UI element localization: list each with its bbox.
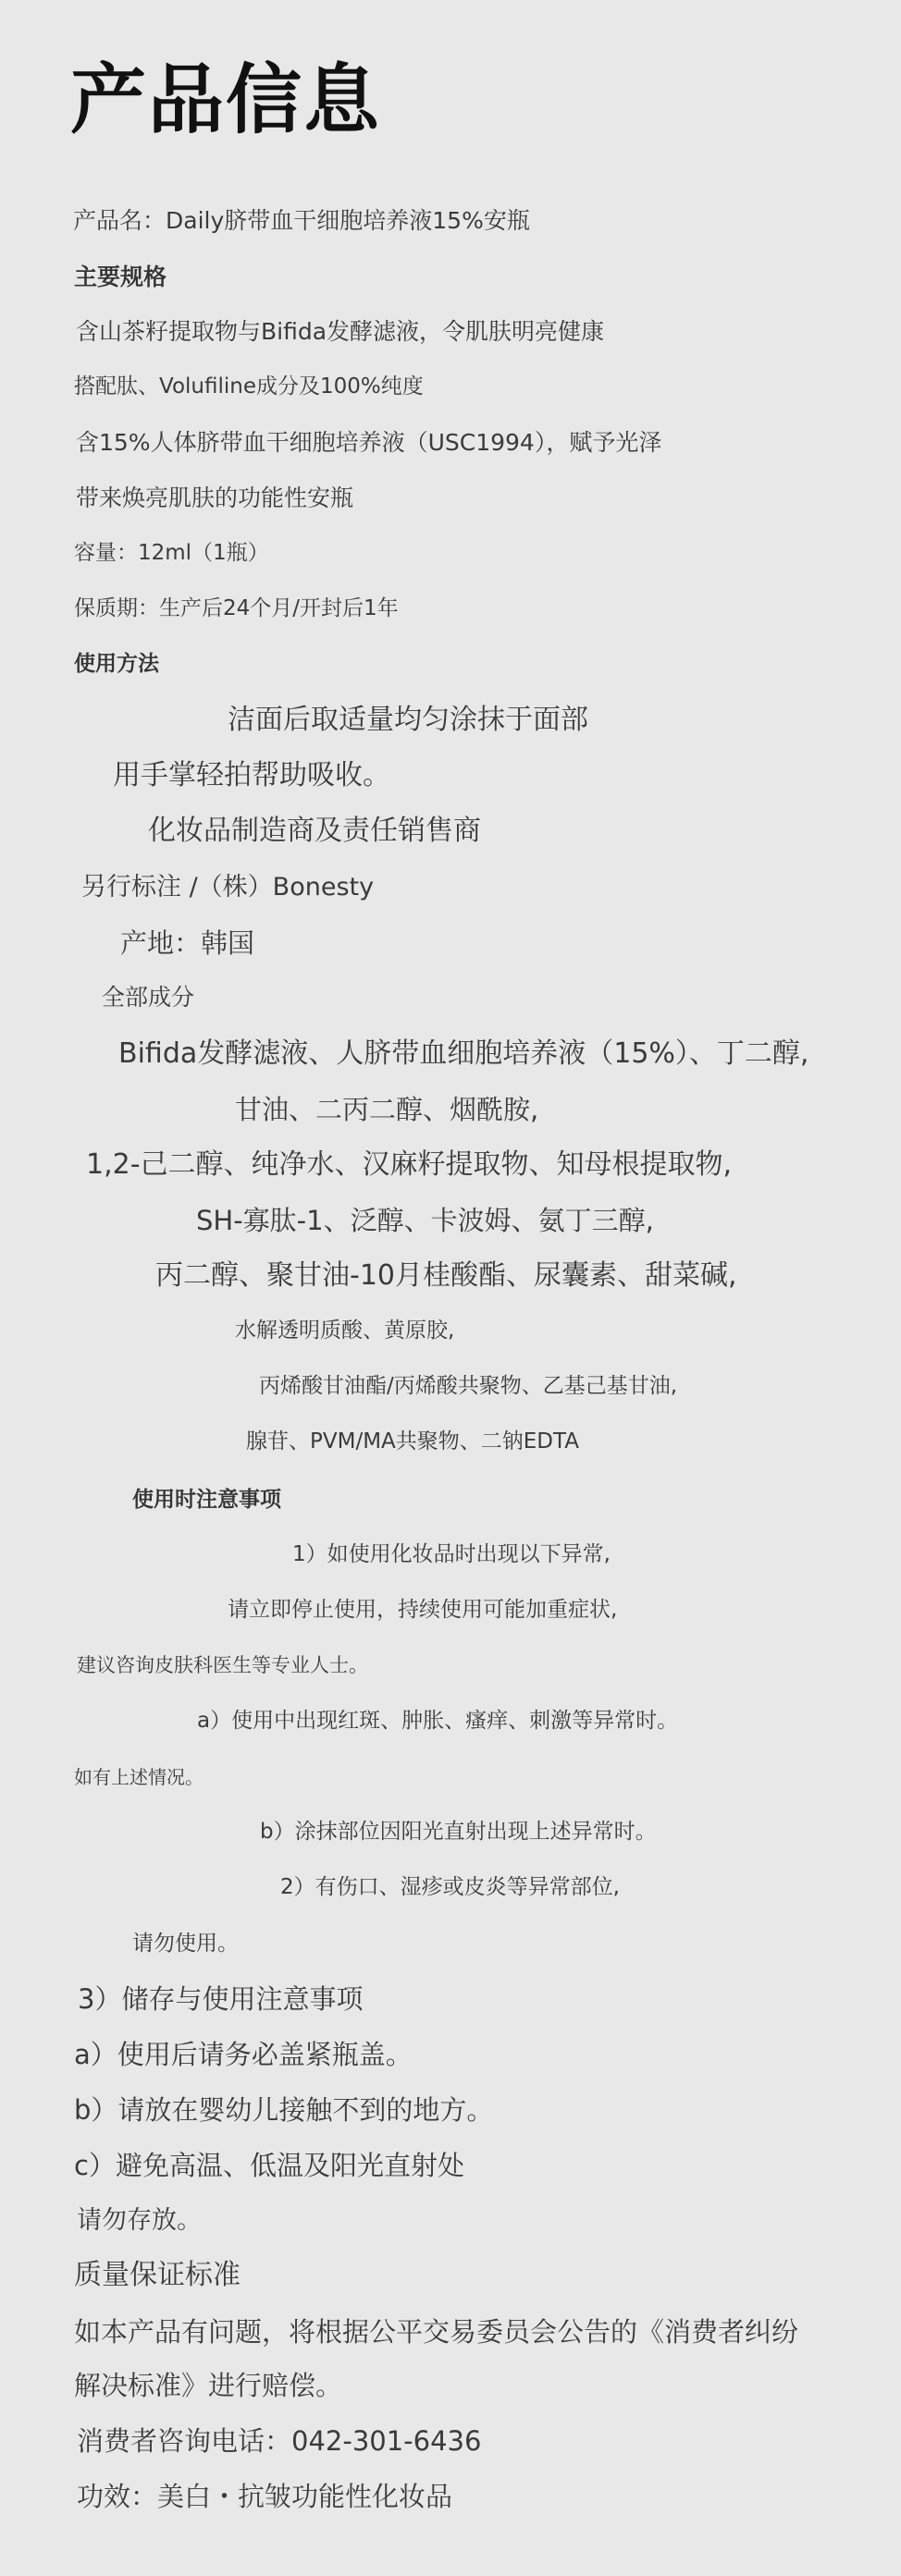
product-name: 产品名：Daily脐带血干细胞培养液15%安瓶 bbox=[73, 207, 530, 234]
usage-line-2: 用手掌轻拍帮助吸收。 bbox=[113, 759, 390, 791]
storage-line-4: 请勿存放。 bbox=[77, 2206, 202, 2235]
caution-line-1: 1）如使用化妆品时出现以下异常, bbox=[292, 1542, 611, 1566]
caution-line-7: 2）有伤口、湿疹或皮炎等异常部位, bbox=[280, 1875, 620, 1899]
usage-heading: 使用方法 bbox=[74, 652, 159, 676]
shelf-life: 保质期：生产后24个月/开封后1年 bbox=[74, 596, 399, 620]
ingredients-line-8: 腺苷、PVM/MA共聚物、二钠EDTA bbox=[246, 1429, 580, 1454]
spec-line-1: 含山茶籽提取物与Bifida发酵滤液，令肌肤明亮健康 bbox=[76, 318, 605, 345]
ingredients-line-2: 甘油、二丙二醇、烟酰胺, bbox=[235, 1094, 539, 1125]
quality-line-1: 如本产品有问题，将根据公平交易委员会公告的《消费者纠纷 bbox=[74, 2316, 799, 2348]
storage-line-2: b）请放在婴幼儿接触不到的地方。 bbox=[74, 2094, 494, 2126]
page-title: 产品信息 bbox=[70, 56, 382, 144]
ingredients-line-5: 丙二醇、聚甘油-10月桂酸酯、尿囊素、甜菜碱, bbox=[155, 1259, 737, 1292]
caution-line-8: 请勿使用。 bbox=[132, 1932, 239, 1956]
ingredients-line-4: SH-寡肽-1、泛醇、卡波姆、氨丁三醇, bbox=[196, 1205, 654, 1236]
spec-line-4: 带来焕亮肌肤的功能性安瓶 bbox=[76, 485, 354, 511]
product-effect: 功效：美白・抗皱功能性化妆品 bbox=[77, 2481, 453, 2512]
maker-label: 化妆品制造商及责任销售商 bbox=[148, 815, 481, 847]
caution-heading: 使用时注意事项 bbox=[132, 1488, 281, 1512]
maker-value: 另行标注 /（株）Bonesty bbox=[81, 873, 375, 902]
storage-heading: 3）储存与使用注意事项 bbox=[78, 1983, 364, 2015]
caution-line-4: a）使用中出现红斑、肿胀、瘙痒、刺激等异常时。 bbox=[197, 1709, 679, 1733]
caution-line-6: b）涂抹部位因阳光直射出现上述异常时。 bbox=[260, 1820, 657, 1844]
origin: 产地：韩国 bbox=[120, 927, 255, 959]
ingredients-line-3: 1,2-己二醇、纯净水、汉麻籽提取物、知母根提取物, bbox=[86, 1148, 733, 1181]
caution-line-5: 如有上述情况。 bbox=[74, 1766, 204, 1788]
spec-heading: 主要规格 bbox=[74, 264, 167, 290]
ingredients-heading: 全部成分 bbox=[102, 984, 195, 1011]
quality-line-2: 解决标准》进行赔偿。 bbox=[74, 2370, 343, 2401]
quality-heading: 质量保证标准 bbox=[74, 2259, 241, 2291]
spec-line-2: 搭配肽、Volufiline成分及100%纯度 bbox=[74, 374, 424, 399]
usage-line-1: 洁面后取适量均匀涂抹于面部 bbox=[228, 704, 588, 736]
capacity: 容量：12ml（1瓶） bbox=[74, 541, 269, 565]
consumer-phone: 消费者咨询电话：042-301-6436 bbox=[77, 2425, 482, 2457]
ingredients-line-1: Bifida发酵滤液、人脐带血细胞培养液（15%）、丁二醇, bbox=[118, 1037, 809, 1070]
caution-line-3: 建议咨询皮肤科医生等专业人士。 bbox=[77, 1654, 368, 1676]
spec-line-3: 含15%人体脐带血干细胞培养液（USC1994），赋予光泽 bbox=[76, 429, 662, 456]
ingredients-line-6: 水解透明质酸、黄原胶, bbox=[235, 1319, 455, 1343]
storage-line-3: c）避免高温、低温及阳光直射处 bbox=[74, 2150, 464, 2181]
storage-line-1: a）使用后请务必盖紧瓶盖。 bbox=[74, 2039, 413, 2070]
caution-line-2: 请立即停止使用，持续使用可能加重症状, bbox=[228, 1598, 618, 1622]
ingredients-line-7: 丙烯酸甘油酯/丙烯酸共聚物、乙基己基甘油, bbox=[259, 1374, 678, 1398]
